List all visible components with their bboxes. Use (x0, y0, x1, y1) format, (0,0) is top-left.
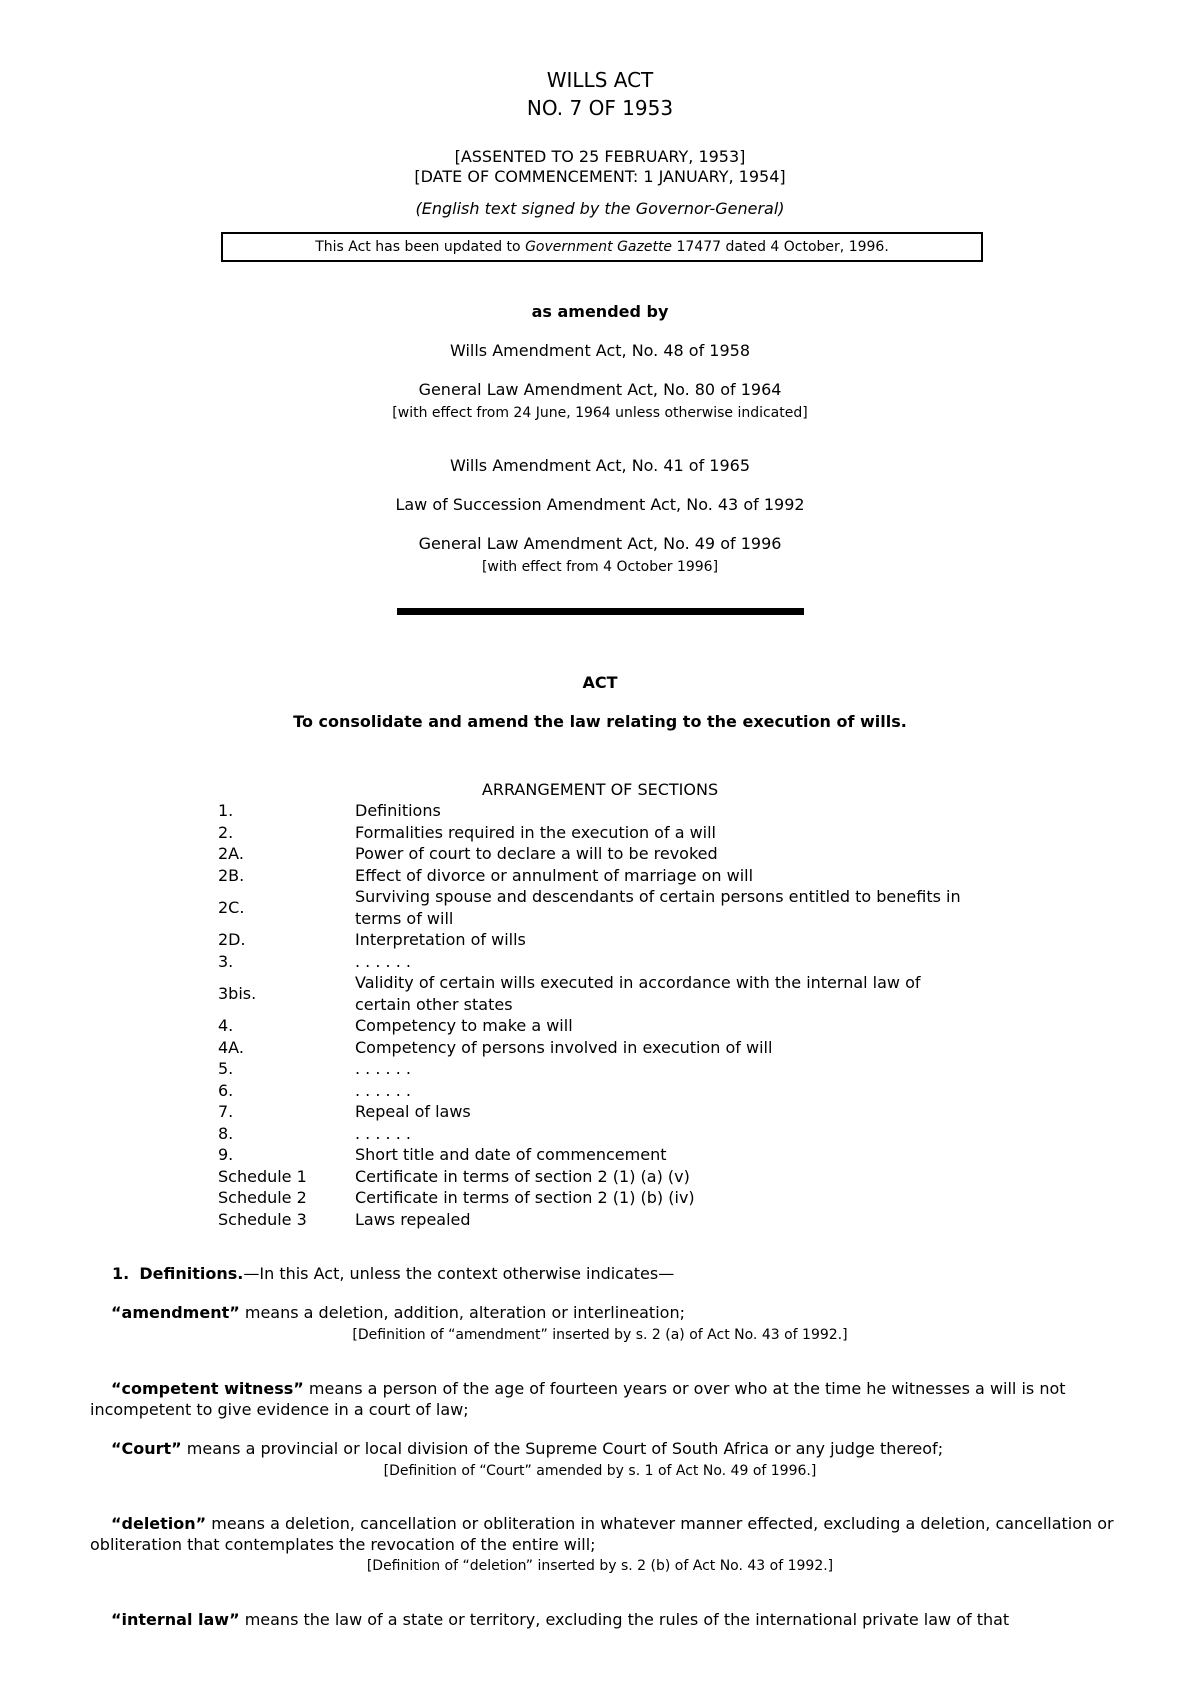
toc-row (218, 929, 978, 951)
toc-number: 2. (218, 822, 234, 842)
update-suffix: 17477 dated 4 October, 1996. (672, 239, 889, 255)
toc-title: Formalities required in the execution of a will (355, 822, 716, 842)
toc-row (218, 865, 978, 887)
toc-row (218, 822, 978, 844)
amendment-item: Wills Amendment Act, No. 48 of 1958 (449, 341, 751, 360)
toc-row (218, 1015, 978, 1037)
update-prefix: This Act has been updated to (315, 239, 526, 255)
amendment-note: [with effect from 24 June, 1964 unless otherwise indicated] (392, 405, 808, 421)
definition-note: [Definition of “deletion” inserted by s. 2 (b) of Act No. 43 of 1992.] (366, 1558, 834, 1574)
toc-title: Interpretation of wills (355, 930, 526, 949)
toc-title: Surviving spouse and descendants of certain persons entitled to benefits in terms of will (355, 887, 961, 928)
definition-court (90, 1438, 1130, 1459)
assented-date: [ASSENTED TO 25 FEBRUARY, 1953] (454, 147, 746, 166)
toc-row (218, 1080, 978, 1102)
definition-deletion (90, 1513, 1130, 1555)
toc-row (218, 972, 978, 1015)
definition-term: “competent witness” (111, 1379, 304, 1398)
toc-title: Competency of persons involved in execution of will (355, 1037, 773, 1057)
toc-title: . . . . . . (355, 1080, 411, 1100)
toc-number: 8. (218, 1123, 234, 1143)
toc-number: 9. (218, 1145, 234, 1164)
toc-row (218, 1058, 978, 1080)
toc-number: Schedule 2 (218, 1188, 307, 1207)
toc-row (218, 1123, 978, 1145)
toc-row (218, 800, 978, 822)
update-notice-box (221, 232, 983, 262)
definition-term: “deletion” (111, 1514, 207, 1533)
toc-title: . . . . . . (355, 1123, 411, 1143)
toc-number: 4. (218, 1016, 234, 1035)
definition-competent-witness (90, 1378, 1130, 1420)
definition-internal-law (90, 1609, 1130, 1630)
amendment-item: Wills Amendment Act, No. 41 of 1965 (449, 456, 751, 475)
section-heading: Definitions. (139, 1264, 244, 1283)
toc-row (218, 1187, 978, 1209)
toc-row (218, 951, 978, 973)
toc-number: 6. (218, 1080, 234, 1100)
toc-title: Effect of divorce or annulment of marriage on will (355, 865, 754, 885)
toc-number: 2B. (218, 865, 245, 885)
toc-title: . . . . . . (355, 1059, 411, 1078)
toc-number: 7. (218, 1102, 234, 1121)
toc-title: Competency to make a will (355, 1016, 573, 1035)
toc-title: Short title and date of commencement (355, 1145, 667, 1164)
toc-row (218, 1037, 978, 1059)
gazette-name: Government Gazette (525, 239, 673, 255)
toc-number: 2D. (218, 930, 246, 949)
definition-text: means a provincial or local division of the Supreme Court of South Africa or any judge thereof; (181, 1439, 944, 1458)
toc-row (218, 886, 978, 929)
toc-row (218, 1209, 978, 1231)
toc-title: Repeal of laws (355, 1102, 471, 1121)
definition-text: means the law of a state or territory, excluding the rules of the international private law of that (239, 1610, 1010, 1629)
toc-row (218, 1144, 978, 1166)
act-label: ACT (582, 673, 618, 692)
toc-number: 4A. (218, 1037, 244, 1057)
section-1-heading (90, 1263, 1130, 1284)
divider-rule (397, 608, 804, 615)
definition-text: means a person of the age of fourteen years or over who at the time he witnesses a will is not incompetent to give evidence in a court of law; (90, 1379, 1066, 1419)
signed-note: (English text signed by the Governor-General) (415, 199, 785, 218)
definition-text: means a deletion, cancellation or obliteration in whatever manner effected, excluding a deletion, cancellation or obliteration that contemplates the revocation of the entire will; (90, 1514, 1114, 1554)
amendment-item: Law of Succession Amendment Act, No. 43 of 1992 (395, 495, 805, 514)
definition-note: [Definition of “Court” amended by s. 1 of Act No. 49 of 1996.] (383, 1463, 817, 1479)
toc-title: Validity of certain wills executed in accordance with the internal law of certain other states (355, 973, 921, 1014)
definition-term: “amendment” (111, 1303, 240, 1322)
toc-number: 2C. (218, 897, 245, 917)
toc-number: Schedule 3 (218, 1209, 307, 1229)
act-long-title: To consolidate and amend the law relating to the execution of wills. (293, 712, 907, 731)
toc-title: . . . . . . (355, 951, 411, 971)
toc-number: 3bis. (218, 983, 257, 1003)
section-number: 1. (112, 1264, 130, 1283)
toc-row (218, 1166, 978, 1188)
arrangement-of-sections-table (218, 800, 978, 1230)
definition-text: means a deletion, addition, alteration or interlineation; (239, 1303, 685, 1322)
toc-title: Certificate in terms of section 2 (1) (a) (v) (355, 1166, 690, 1186)
definition-amendment (90, 1302, 1130, 1323)
amended-by-heading: as amended by (531, 302, 669, 321)
amendment-item: General Law Amendment Act, No. 80 of 1964 (418, 380, 782, 399)
definition-note: [Definition of “amendment” inserted by s. 2 (a) of Act No. 43 of 1992.] (352, 1327, 848, 1343)
amendment-note: [with effect from 4 October 1996] (481, 559, 719, 575)
toc-title: Laws repealed (355, 1209, 471, 1229)
toc-number: 1. (218, 801, 234, 820)
toc-title: Definitions (355, 801, 441, 820)
act-number: NO. 7 OF 1953 (526, 96, 674, 120)
definition-term: “Court” (111, 1439, 182, 1458)
amendment-item: General Law Amendment Act, No. 49 of 1996 (418, 534, 782, 553)
commencement-date: [DATE OF COMMENCEMENT: 1 JANUARY, 1954] (414, 167, 786, 186)
act-title: WILLS ACT (546, 68, 654, 92)
toc-number: 3. (218, 951, 234, 971)
section-intro: —In this Act, unless the context otherwise indicates— (243, 1264, 675, 1283)
toc-number: 5. (218, 1059, 234, 1078)
toc-number: 2A. (218, 844, 244, 863)
toc-row (218, 843, 978, 865)
arrangement-heading: ARRANGEMENT OF SECTIONS (481, 780, 719, 799)
definition-term: “internal law” (111, 1610, 240, 1629)
toc-title: Certificate in terms of section 2 (1) (b) (iv) (355, 1188, 695, 1207)
toc-title: Power of court to declare a will to be revoked (355, 844, 718, 863)
toc-row (218, 1101, 978, 1123)
toc-number: Schedule 1 (218, 1166, 307, 1186)
